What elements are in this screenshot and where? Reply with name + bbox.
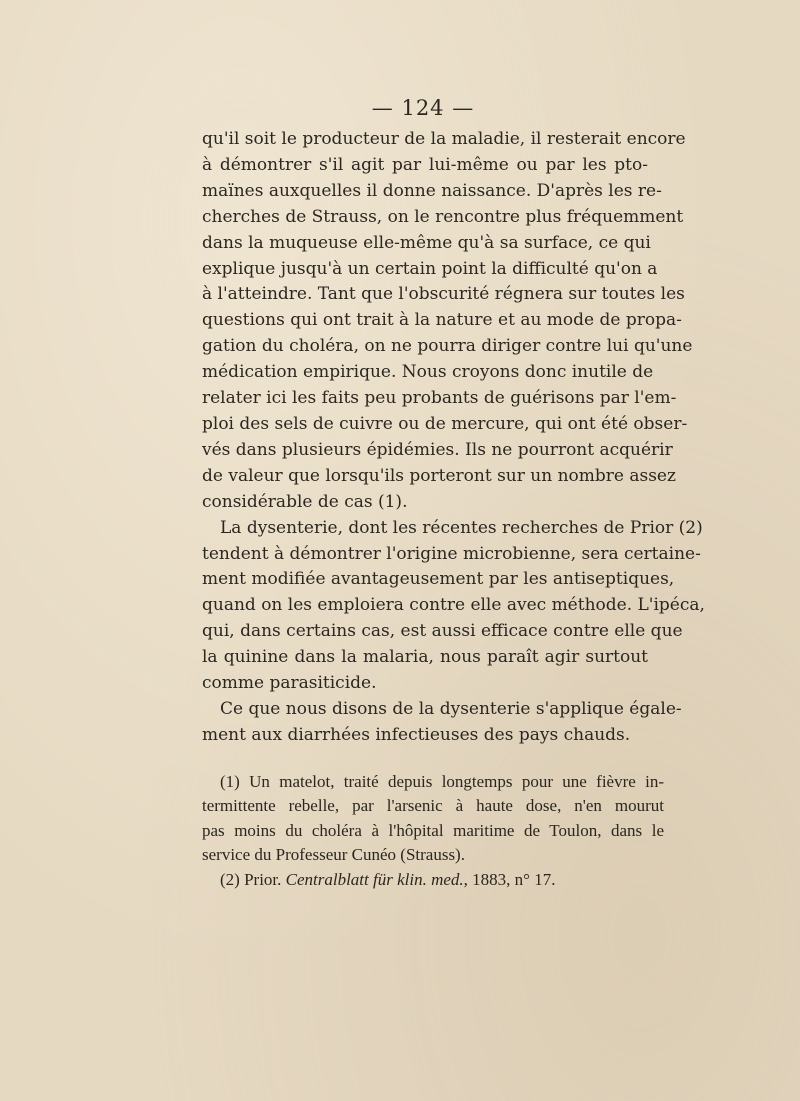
text-line: maïnes auxquelles il donne naissance. D'après les re- xyxy=(202,180,662,201)
body-text xyxy=(202,127,705,749)
footnote-2-journal: Centralblatt für klin. med. xyxy=(285,869,464,889)
text-line: ment aux diarrhées infectieuses des pays chauds. xyxy=(202,724,631,745)
text-line: à démontrer s'il agit par lui-même ou par les pto- xyxy=(202,154,648,175)
text-line: comme parasiticide. xyxy=(202,673,377,694)
footnotes xyxy=(202,770,664,892)
footnote-line: pas moins du choléra à l'hôpital maritime de Toulon, dans le xyxy=(202,820,664,840)
footnote-2 xyxy=(202,868,664,892)
text-line: relater ici les faits peu probants de guérisons par l'em- xyxy=(202,388,677,409)
text-line: quand on les emploiera contre elle avec méthode. L'ipéca, xyxy=(202,595,705,616)
text-line: Ce que nous disons de la dysenterie s'applique égale- xyxy=(220,698,682,719)
text-line: dans la muqueuse elle-même qu'à sa surface, ce qui xyxy=(202,232,651,253)
text-line: questions qui ont trait à la nature et au mode de propa- xyxy=(202,310,682,331)
text-line: considérable de cas (1). xyxy=(202,491,408,512)
text-line: ment modifiée avantageusement par les antiseptiques, xyxy=(202,569,675,590)
footnote-2-prefix: (2) Prior. xyxy=(220,869,286,889)
text-line: la quinine dans la malaria, nous paraît agir surtout xyxy=(202,647,648,668)
footnote-line: termittente rebelle, par l'arsenic à haute dose, n'en mourut xyxy=(202,796,664,816)
text-line: tendent à démontrer l'origine microbienne, sera certaine- xyxy=(202,543,701,564)
page-number: — 124 — xyxy=(371,96,475,120)
footnote-line: service du Professeur Cunéo (Strauss). xyxy=(202,845,465,865)
footnote-1 xyxy=(202,770,664,868)
text-line: La dysenterie, dont les récentes recherches de Prior (2) xyxy=(220,517,703,538)
text-line: gation du choléra, on ne pourra diriger contre lui qu'une xyxy=(202,336,693,357)
text-line: médication empirique. Nous croyons donc inutile de xyxy=(202,362,654,383)
text-line: ploi des sels de cuivre ou de mercure, qui ont été obser- xyxy=(202,413,688,434)
text-line: explique jusqu'à un certain point la difficulté qu'on a xyxy=(202,258,658,279)
text-line: cherches de Strauss, on le rencontre plus fréquemment xyxy=(202,206,684,227)
text-line: qui, dans certains cas, est aussi efficace contre elle que xyxy=(202,621,683,642)
text-line: qu'il soit le producteur de la maladie, il resterait encore xyxy=(202,129,686,149)
footnote-line: (1) Un matelot, traité depuis longtemps pour une fièvre in- xyxy=(220,772,664,791)
text-line: à l'atteindre. Tant que l'obscurité régnera sur toutes les xyxy=(202,284,685,305)
text-line: de valeur que lorsqu'ils porteront sur un nombre assez xyxy=(202,465,676,486)
footnote-2-suffix: , 1883, n° 17. xyxy=(463,869,556,889)
text-line: vés dans plusieurs épidémies. Ils ne pourront acquérir xyxy=(202,439,673,460)
